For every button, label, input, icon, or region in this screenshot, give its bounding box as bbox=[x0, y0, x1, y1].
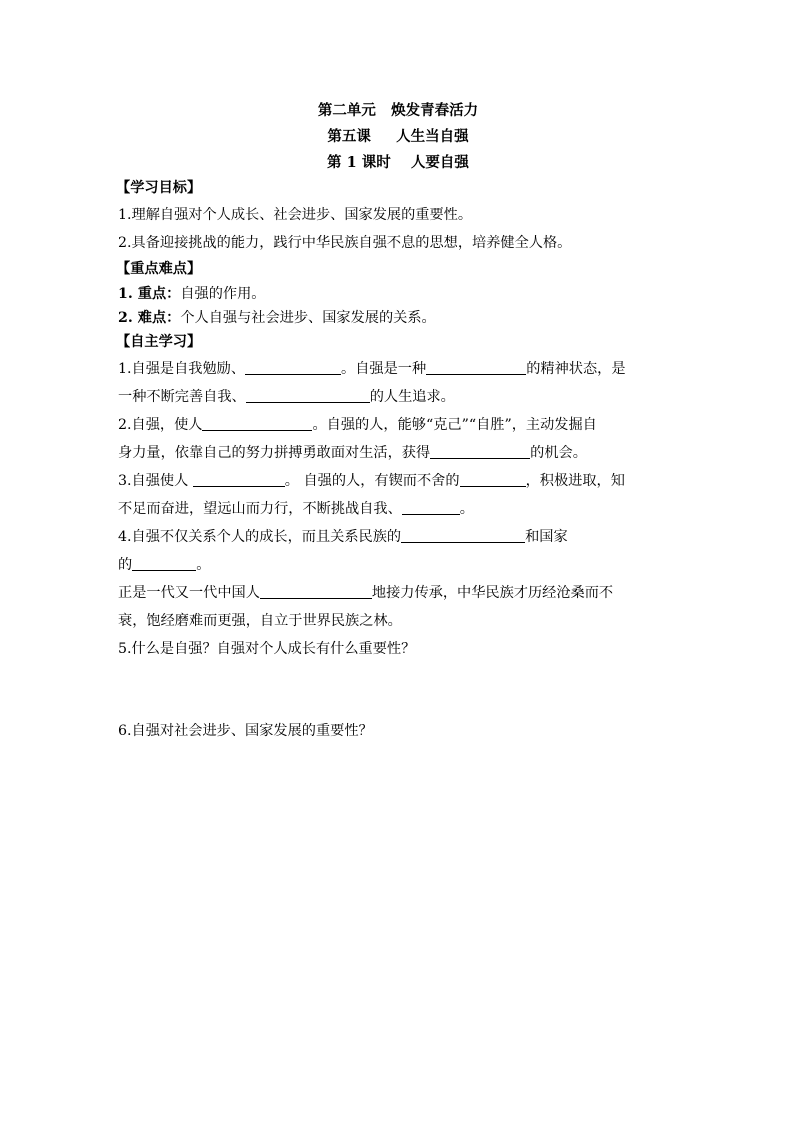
goals-heading: 【学习目标】 bbox=[116, 180, 202, 196]
focus-line bbox=[118, 282, 678, 306]
q1-blank-2[interactable] bbox=[426, 359, 526, 375]
q3-text-a: 3.自强使人 bbox=[118, 473, 193, 489]
q4-text-b: 和国家 bbox=[525, 529, 568, 545]
q4c-text-a: 正是一代又一代中国人 bbox=[118, 585, 260, 601]
q3-text-b: 。 自强的人，有锲而不舍的 bbox=[284, 473, 460, 489]
q1-text-e: 的人生追求。 bbox=[369, 389, 455, 405]
question-2 bbox=[118, 411, 678, 467]
q4c-line-1 bbox=[118, 579, 678, 607]
q3-blank-2[interactable] bbox=[460, 471, 526, 487]
focus-text: 自强的作用。 bbox=[180, 286, 266, 302]
question-4-continued bbox=[118, 579, 678, 635]
q1-line-2 bbox=[118, 383, 678, 411]
question-3 bbox=[118, 467, 678, 523]
q4c-blank-1[interactable] bbox=[260, 583, 372, 599]
key-points-heading: 【重点难点】 bbox=[116, 261, 202, 277]
q2-line-2 bbox=[118, 439, 678, 467]
question-4 bbox=[118, 523, 678, 579]
q4-text-d: 。 bbox=[196, 557, 211, 573]
q3-text-c: ，积极进取，知 bbox=[525, 473, 625, 489]
q4-line-1 bbox=[118, 523, 678, 551]
q2-text-d: 的机会。 bbox=[530, 445, 587, 461]
q3-text-e: 。 bbox=[459, 501, 474, 517]
difficulty-line bbox=[118, 306, 678, 330]
difficulty-label: 2. 难点： bbox=[118, 310, 181, 326]
period-title: 第 1 课时 人要自强 bbox=[327, 154, 469, 171]
q3-text-d: 不足而奋进，望远山而力行，不断挑战自我、 bbox=[118, 501, 402, 517]
goal-item-1: 1.理解自强对个人成长、社会进步、国家发展的重要性。 bbox=[118, 207, 473, 223]
q2-text-a: 2.自强，使人 bbox=[118, 417, 203, 433]
q2-text-c: 身力量，依靠自己的努力拼搏勇敢面对生活，获得 bbox=[118, 445, 431, 461]
focus-label: 1. 重点： bbox=[118, 286, 181, 302]
q4-blank-1[interactable] bbox=[401, 527, 525, 543]
q3-line-2 bbox=[118, 495, 678, 523]
q3-blank-3[interactable] bbox=[402, 499, 460, 515]
worksheet-page bbox=[118, 98, 678, 745]
q3-blank-1[interactable] bbox=[193, 471, 285, 487]
q2-line-1 bbox=[118, 411, 678, 439]
q1-text-a: 1.自强是自我勉励、 bbox=[118, 361, 246, 377]
q4-blank-2[interactable] bbox=[132, 555, 196, 571]
q4-text-c: 的 bbox=[118, 557, 133, 573]
q1-line-1 bbox=[118, 355, 678, 383]
question-6: 6.自强对社会进步、国家发展的重要性？ bbox=[118, 723, 373, 739]
q2-text-b: 。自强的人，能够“克己”“自胜”，主动发掘自 bbox=[312, 417, 597, 433]
q4-line-2 bbox=[118, 551, 678, 579]
q4-text-a: 4.自强不仅关系个人的成长，而且关系民族的 bbox=[118, 529, 402, 545]
q2-blank-2[interactable] bbox=[430, 443, 530, 459]
question-5: 5.什么是自强？自强对个人成长有什么重要性？ bbox=[118, 641, 416, 657]
q1-blank-3[interactable] bbox=[246, 387, 370, 403]
q3-line-1 bbox=[118, 467, 678, 495]
goal-item-2: 2.具备迎接挑战的能力，践行中华民族自强不息的思想，培养健全人格。 bbox=[118, 235, 572, 251]
answer-space-q5[interactable] bbox=[118, 663, 678, 717]
lesson-title: 第五课 人生当自强 bbox=[327, 128, 469, 145]
q1-blank-1[interactable] bbox=[245, 359, 341, 375]
q1-text-c: 的精神状态，是 bbox=[526, 361, 626, 377]
unit-title: 第二单元 焕发青春活力 bbox=[317, 102, 479, 119]
question-1 bbox=[118, 355, 678, 411]
difficulty-text: 个人自强与社会进步、国家发展的关系。 bbox=[180, 310, 436, 326]
q1-text-b: 。自强是一种 bbox=[341, 361, 427, 377]
self-study-heading: 【自主学习】 bbox=[116, 334, 202, 350]
q2-blank-1[interactable] bbox=[202, 415, 312, 431]
q4c-line-2: 衰，饱经磨难而更强，自立于世界民族之林。 bbox=[118, 613, 402, 629]
q4c-text-b: 地接力传承，中华民族才历经沧桑而不 bbox=[371, 585, 614, 601]
q1-text-d: 一种不断完善自我、 bbox=[118, 389, 246, 405]
